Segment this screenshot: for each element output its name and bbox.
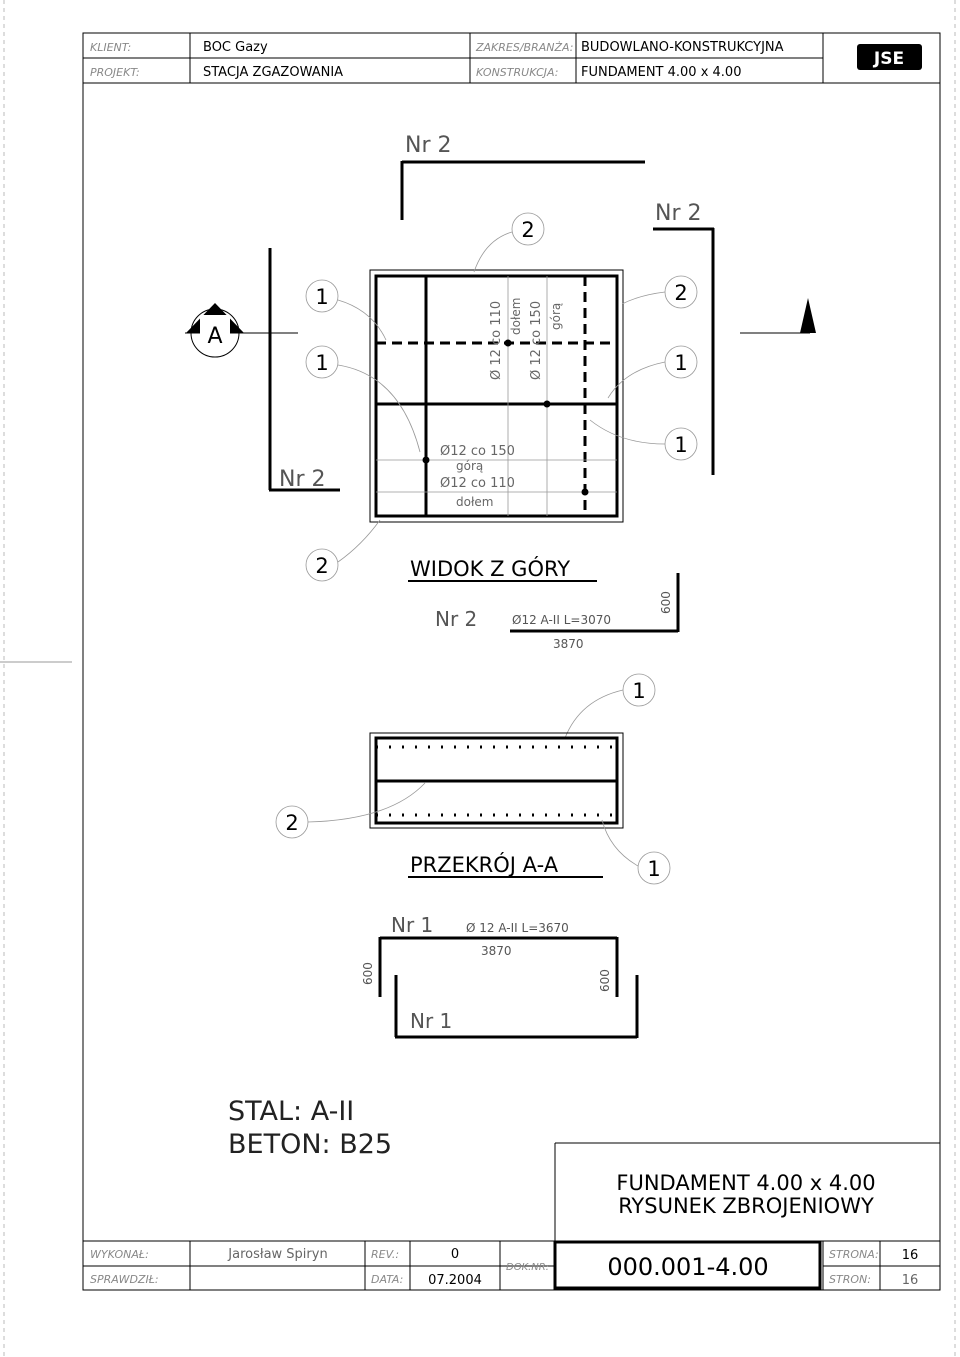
drawing-title-line1: FUNDAMENT 4.00 x 4.00 (616, 1171, 876, 1195)
vert-text-3: Ø 12 co 150 (529, 300, 544, 380)
page-value: 16 (901, 1248, 919, 1263)
svg-text:Nr 1: Nr 1 (391, 913, 434, 937)
project-value: STACJA ZGAZOWANIA (203, 65, 344, 80)
section-mark-right: Nr 2 (655, 201, 702, 226)
made-by-label: WYKONAŁ: (90, 1248, 149, 1261)
concrete-grade: BETON: B25 (228, 1129, 393, 1160)
svg-text:A: A (207, 324, 223, 349)
scope-value: BUDOWLANO-KONSTRUKCYJNA (581, 40, 784, 55)
svg-text:600: 600 (598, 969, 612, 992)
horiz-text-2: górą (456, 459, 484, 473)
svg-text:Ø 12 A-II L=3670: Ø 12 A-II L=3670 (466, 921, 569, 935)
scope-label: ZAKRES/BRANŻA: (476, 41, 574, 54)
title-block (83, 33, 940, 83)
section-mark-top: Nr 2 (405, 133, 452, 158)
svg-text:600: 600 (361, 962, 375, 985)
bar-1-shape (361, 913, 637, 1038)
svg-text:1: 1 (315, 351, 329, 375)
company-logo (857, 44, 922, 70)
svg-text:1: 1 (632, 679, 646, 703)
doc-label: DOK.NR: (506, 1262, 550, 1273)
vert-text-2: dołem (509, 297, 523, 335)
drawing-title-box (555, 1143, 940, 1241)
page-label: STRONA: (829, 1248, 879, 1261)
svg-text:600: 600 (659, 591, 673, 614)
client-value: BOC Gazy (203, 40, 268, 55)
vert-text-4: górą (549, 302, 563, 330)
pages-label: STRON: (829, 1273, 871, 1286)
construction-label: KONSTRUKCJA: (476, 66, 559, 79)
horiz-text-4: dołem (456, 495, 494, 509)
svg-text:1: 1 (315, 285, 329, 309)
section-mark-left: Nr 2 (279, 467, 326, 492)
svg-text:2: 2 (674, 281, 688, 305)
section-a-marker (185, 303, 298, 357)
steel-grade: STAL: A-II (228, 1096, 355, 1127)
svg-text:1: 1 (674, 351, 688, 375)
section-view (276, 674, 670, 884)
footer-block (83, 1241, 940, 1290)
pages-value: 16 (901, 1273, 919, 1288)
drawing-border (83, 33, 940, 1290)
made-by-value: Jarosław Spiryn (228, 1247, 328, 1262)
checked-label: SPRAWDZIŁ: (90, 1273, 159, 1286)
section-arrow-right (740, 298, 816, 333)
drawing-title-line2: RYSUNEK ZBROJENIOWY (618, 1194, 874, 1218)
svg-text:Nr 1: Nr 1 (410, 1009, 453, 1033)
doc-number: 000.001-4.00 (607, 1253, 769, 1281)
svg-text:3870: 3870 (553, 637, 584, 651)
client-label: KLIENT: (90, 41, 132, 54)
horiz-text-1: Ø12 co 150 (440, 444, 515, 459)
svg-text:JSE: JSE (873, 49, 905, 69)
section-view-title: PRZEKRÓJ A-A (410, 853, 559, 877)
rev-value: 0 (450, 1247, 460, 1262)
svg-text:1: 1 (674, 433, 688, 457)
svg-text:3870: 3870 (481, 944, 512, 958)
vert-text-1: Ø 12 co 110 (489, 300, 504, 380)
construction-value: FUNDAMENT 4.00 x 4.00 (581, 65, 742, 80)
svg-text:2: 2 (521, 218, 535, 242)
svg-text:2: 2 (315, 554, 329, 578)
plan-view (185, 133, 816, 581)
bar-2-shape (435, 573, 678, 651)
svg-text:1: 1 (647, 857, 661, 881)
horiz-text-3: Ø12 co 110 (440, 476, 515, 491)
rev-label: REV.: (371, 1248, 400, 1261)
project-label: PROJEKT: (90, 66, 140, 79)
svg-text:Nr 2: Nr 2 (435, 607, 478, 631)
date-label: DATA: (371, 1273, 404, 1286)
plan-view-title: WIDOK Z GÓRY (410, 557, 571, 581)
callouts-plan (306, 213, 697, 581)
date-value: 07.2004 (428, 1273, 482, 1288)
svg-text:2: 2 (285, 811, 299, 835)
svg-text:Ø12 A-II L=3070: Ø12 A-II L=3070 (512, 613, 611, 627)
